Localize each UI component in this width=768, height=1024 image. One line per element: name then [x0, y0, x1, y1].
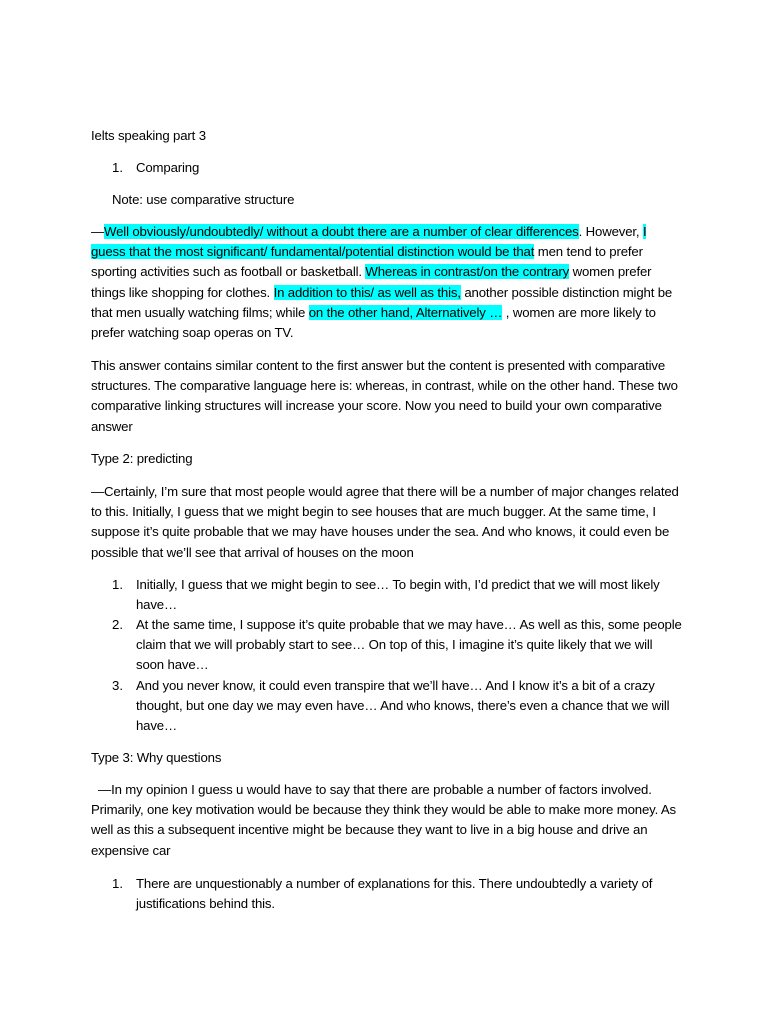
highlighted-phrase: In addition to this/ as well as this, [273, 284, 461, 300]
section-note: Note: use comparative structure [112, 192, 295, 207]
explanation-paragraph: This answer contains similar content to the first answer but the content is presented with comparative structures. The comparative language here is: whereas, in contrast, while on the other hand. These two comparative linking structures will increase your score. Now you need to build your own comparative answer [91, 358, 678, 434]
highlighted-phrase: I [642, 224, 647, 239]
section-number: 1. [112, 160, 123, 175]
type3-heading: Type 3: Why questions [91, 750, 222, 765]
why-answer-paragraph: —In my opinion I guess u would have to say that there are probable a number of factors involved. Primarily, one key motivation would be because they think they would be able to make more money. As well as this a subsequent incentive might be because they want to live in a big house and drive an expensive car [91, 782, 676, 858]
comparing-answer-paragraph: —Well obviously/undoubtedly/ without a doubt there are a number of clear differences. However, I guess that the most significant/ fundamental/potential distinction would be that men tend to prefer sporting activities such as football or basketball. Whereas in contrast/on the contrary women prefer things like shopping for clothes. In addition to this/ as well as this, another possible distinction might be that men usually watching films; while on the other hand, Alternatively … , women are more likely to prefer watching soap operas on TV. [91, 224, 673, 341]
list-item: And you never know, it could even transpire that we’ll have… And I know it’s a bit of a crazy thought, but one day we may even have… And who knows, there’s even a chance that we will have… [136, 678, 670, 734]
list-item: There are unquestionably a number of explanations for this. There undoubtedly a variety of justifications behind this. [136, 876, 653, 912]
document-heading: Ielts speaking part 3 [91, 128, 206, 143]
highlighted-phrase: guess that the most significant/ fundamental/potential distinction would be that [91, 244, 535, 260]
highlighted-phrase: Well obviously/undoubtedly/ without a doubt there are a number of clear differences [104, 224, 579, 239]
section-title: Comparing [136, 160, 200, 175]
list-number: 1. [112, 577, 123, 592]
list-item: At the same time, I suppose it’s quite probable that we may have… As well as this, some people claim that we will probably start to see… On top of this, I imagine it’s quite likely that we will soon have… [136, 617, 682, 673]
list-number: 1. [112, 876, 123, 891]
highlighted-phrase: on the other hand, Alternatively … [308, 304, 503, 320]
predicting-answer-paragraph: —Certainly, I’m sure that most people would agree that there will be a number of major changes related to this. Initially, I guess that we might begin to see houses that are much bugger. At the same time, I suppose it’s quite probable that we may have houses under the sea. And who knows, it could even be possible that we’ll see that arrival of houses on the moon [91, 484, 679, 560]
type2-heading: Type 2: predicting [91, 451, 193, 466]
list-number: 3. [112, 678, 123, 693]
list-number: 2. [112, 617, 123, 632]
highlighted-phrase: Whereas in contrast/on the contrary [365, 264, 570, 280]
list-item: Initially, I guess that we might begin to see… To begin with, I’d predict that we will most likely have… [136, 577, 660, 613]
